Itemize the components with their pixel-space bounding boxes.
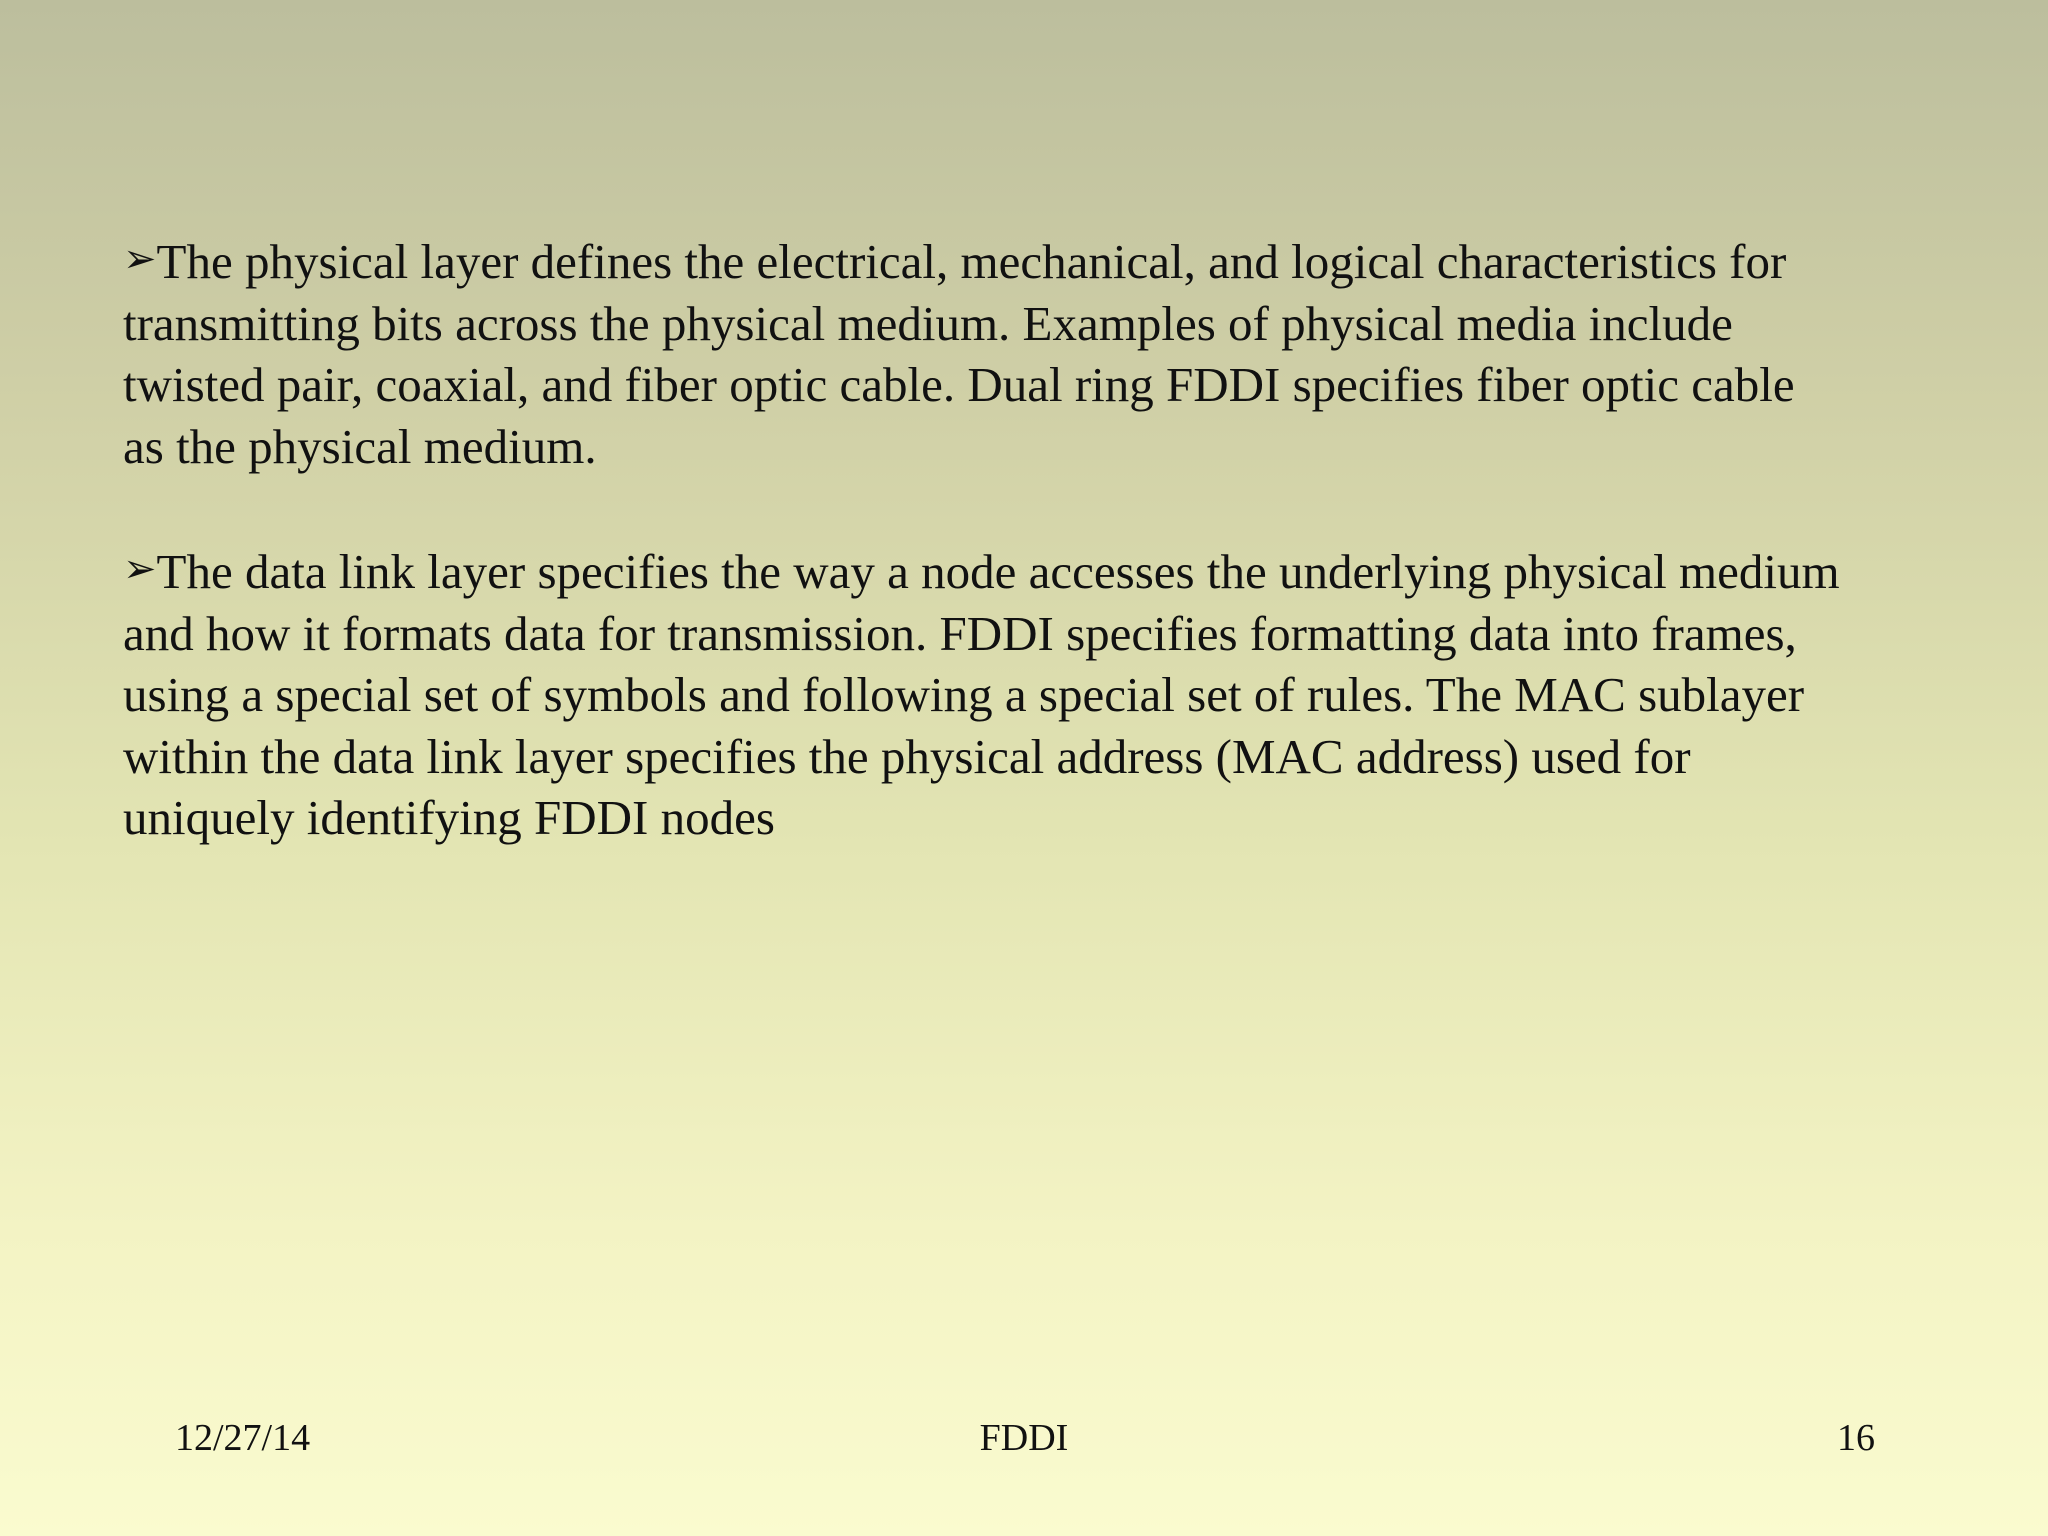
- footer-date: 12/27/14: [175, 1417, 311, 1459]
- bullet-physical-layer: [123, 228, 1843, 477]
- bullet-data-link-layer: [123, 538, 1843, 849]
- arrowhead-bullet-icon: ➢: [123, 236, 157, 281]
- arrowhead-bullet-icon: ➢: [123, 546, 157, 591]
- bullet-text: The physical layer defines the electrical, mechanical, and logical characteristics for transmitting bits across the physical medium. Examples of physical media include twisted pair, coaxial, and fiber optic cable. Dual ring FDDI specifies fiber optic cable as the physical medium.: [123, 234, 1795, 474]
- page-number: 16: [1837, 1417, 1875, 1459]
- bullet-text: The data link layer specifies the way a node accesses the underlying physical medium and how it formats data for transmission. FDDI specifies formatting data into frames, using a special set of symbols and following a special set of rules. The MAC sublayer within the data link layer specifies the physical address (MAC address) used for uniquely identifying FDDI nodes: [123, 544, 1840, 845]
- slide-body: [123, 228, 1843, 910]
- footer-title: FDDI: [979, 1417, 1069, 1459]
